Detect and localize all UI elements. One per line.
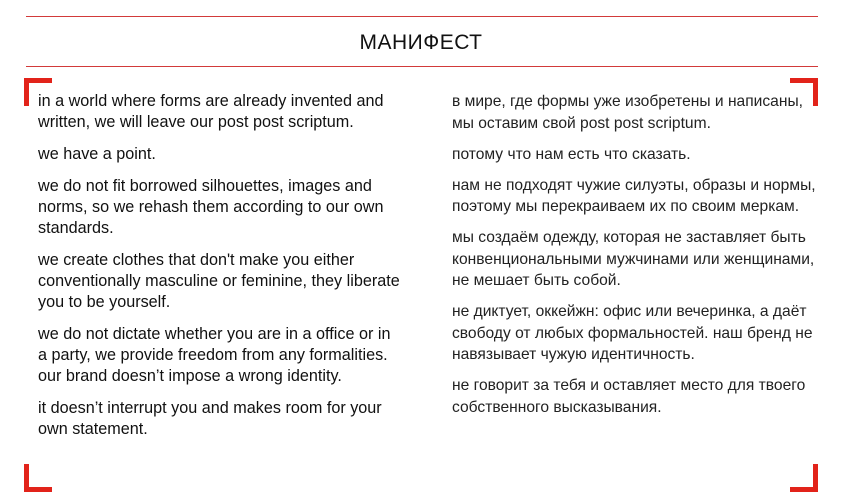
russian-column xyxy=(452,91,818,428)
russian-paragraph-5: не диктует, оккейжн: офис или вечеринка, а даёт свободу от любых формальностей. наш бренд не навязывает чужую идентичность. xyxy=(452,303,813,363)
english-paragraph-6: it doesn’t interrupt you and makes room for your own statement. xyxy=(38,399,382,438)
english-paragraph-1: in a world where forms are already invented and written, we will leave our post post scriptum. xyxy=(38,92,384,131)
page-title: МАНИФЕСТ xyxy=(359,31,483,54)
english-paragraph-3: we do not fit borrowed silhouettes, images and norms, so we rehash them according to our own standards. xyxy=(38,177,384,237)
russian-paragraph-4: мы создаём одежду, которая не заставляет быть конвенциональными мужчинами или женщинами, не мешает быть собой. xyxy=(452,229,815,289)
english-paragraph-4: we create clothes that don't make you either conventionally masculine or feminine, they liberate you to be yourself. xyxy=(38,251,400,311)
english-column xyxy=(38,91,400,451)
russian-paragraph-2: потому что нам есть что сказать. xyxy=(452,145,691,163)
corner-bracket-bottom-left xyxy=(24,464,52,492)
russian-paragraph-6: не говорит за тебя и оставляет место для твоего собственного высказывания. xyxy=(452,377,806,416)
top-rule xyxy=(26,16,818,17)
russian-paragraph-1: в мире, где формы уже изобретены и написаны, мы оставим свой post post scriptum. xyxy=(452,93,804,132)
title-underline-rule xyxy=(26,66,818,67)
english-paragraph-5: we do not dictate whether you are in a office or in a party, we provide freedom from any formalities. our brand doesn’t impose a wrong identity. xyxy=(38,325,391,385)
english-paragraph-2: we have a point. xyxy=(38,145,156,163)
russian-paragraph-3: нам не подходят чужие силуэты, образы и нормы, поэтому мы перекраиваем их по своим меркам. xyxy=(452,176,816,215)
corner-bracket-bottom-right xyxy=(790,464,818,492)
